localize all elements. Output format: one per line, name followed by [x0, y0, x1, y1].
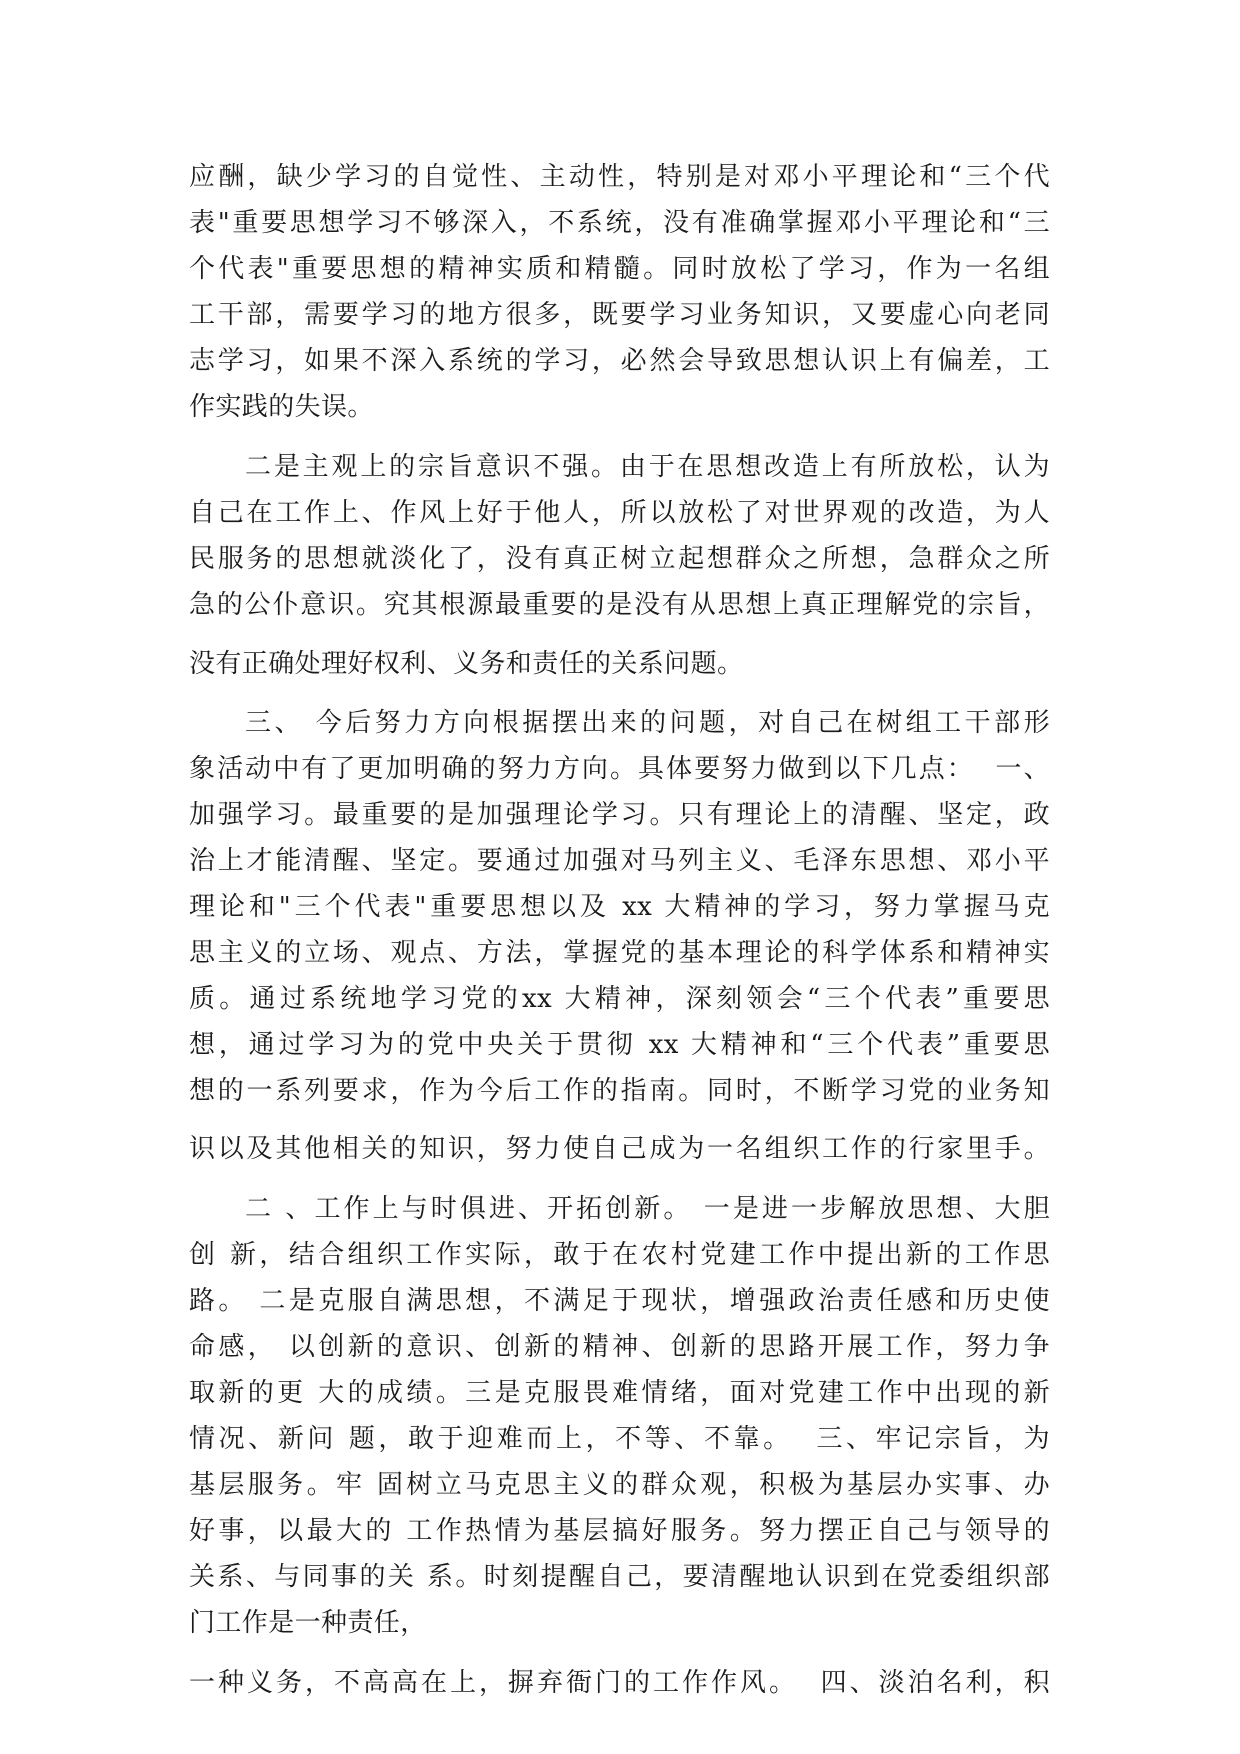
text-line: 加强学习。最重要的是加强理论学习。只有理论上的清醒、坚定，政: [189, 800, 1050, 830]
text-line: 好事，以最大的 工作热情为基层搞好服务。努力摆正自己与领导的: [189, 1516, 1050, 1546]
text-line: 自己在工作上、作风上好于他人，所以放松了对世界观的改造，为人: [189, 498, 1050, 528]
text-line: 质。通过系统地学习党的xx 大精神，深刻领会“三个代表”重要思: [189, 984, 1050, 1014]
text-line: 创 新，结合组织工作实际，敢于在农村党建工作中提出新的工作思: [189, 1240, 1050, 1270]
text-line: 思主义的立场、观点、方法，掌握党的基本理论的科学体系和精神实: [189, 938, 1050, 968]
text-line: 表"重要思想学习不够深入，不系统，没有准确掌握邓小平理论和“三: [189, 208, 1050, 238]
text-line: 应酬，缺少学习的自觉性、主动性，特别是对邓小平理论和“三个代: [189, 162, 1050, 192]
text-line: 个代表"重要思想的精神实质和精髓。同时放松了学习，作为一名组: [189, 254, 1050, 284]
text-line: 命感， 以创新的意识、创新的精神、创新的思路开展工作，努力争: [189, 1332, 1050, 1362]
text-line: 志学习，如果不深入系统的学习，必然会导致思想认识上有偏差，工: [189, 346, 1050, 376]
text-line: 情况、新问 题，敢于迎难而上，不等、不靠。 三、牢记宗旨，为: [189, 1424, 1050, 1454]
text-line: 理论和"三个代表"重要思想以及 xx 大精神的学习，努力掌握马克: [189, 892, 1050, 922]
text-line: 关系、与同事的关 系。时刻提醒自己，要清醒地认识到在党委组织部: [189, 1562, 1050, 1592]
text-line: 工干部，需要学习的地方很多，既要学习业务知识，又要虚心向老同: [189, 300, 1050, 330]
text-line: 民服务的思想就淡化了，没有真正树立起想群众之所想，急群众之所: [189, 544, 1050, 574]
text-line: 识以及其他相关的知识，努力使自己成为一名组织工作的行家里手。: [189, 1134, 1050, 1164]
text-line: 二 、工作上与时俱进、开拓创新。 一是进一步解放思想、大胆: [245, 1194, 1050, 1224]
text-line: 路。 二是克服自满思想，不满足于现状，增强政治责任感和历史使: [189, 1286, 1050, 1316]
text-line: 治上才能清醒、坚定。要通过加强对马列主义、毛泽东思想、邓小平: [189, 846, 1050, 876]
text-line: 三、 今后努力方向根据摆出来的问题，对自己在树组工干部形: [245, 708, 1050, 738]
text-line: 象活动中有了更加明确的努力方向。具体要努力做到以下几点： 一、: [189, 754, 1050, 784]
text-line: 取新的更 大的成绩。三是克服畏难情绪，面对党建工作中出现的新: [189, 1378, 1050, 1408]
text-line: 二是主观上的宗旨意识不强。由于在思想改造上有所放松，认为: [245, 452, 1050, 482]
text-line: 门工作是一种责任，: [189, 1608, 427, 1638]
text-line: 急的公仆意识。究其根源最重要的是没有从思想上真正理解党的宗旨，: [189, 590, 1050, 620]
text-line: 没有正确处理好权利、义务和责任的关系问题。: [189, 649, 744, 679]
text-line: 作实践的失误。: [189, 392, 374, 422]
text-line: 基层服务。牢 固树立马克思主义的群众观，积极为基层办实事、办: [189, 1470, 1050, 1500]
text-line: 一种义务，不高高在上，摒弃衙门的工作作风。 四、淡泊名利，积: [189, 1668, 1050, 1698]
text-line: 想，通过学习为的党中央关于贯彻 xx 大精神和“三个代表”重要思: [189, 1030, 1050, 1060]
text-line: 想的一系列要求，作为今后工作的指南。同时，不断学习党的业务知: [189, 1076, 1050, 1106]
